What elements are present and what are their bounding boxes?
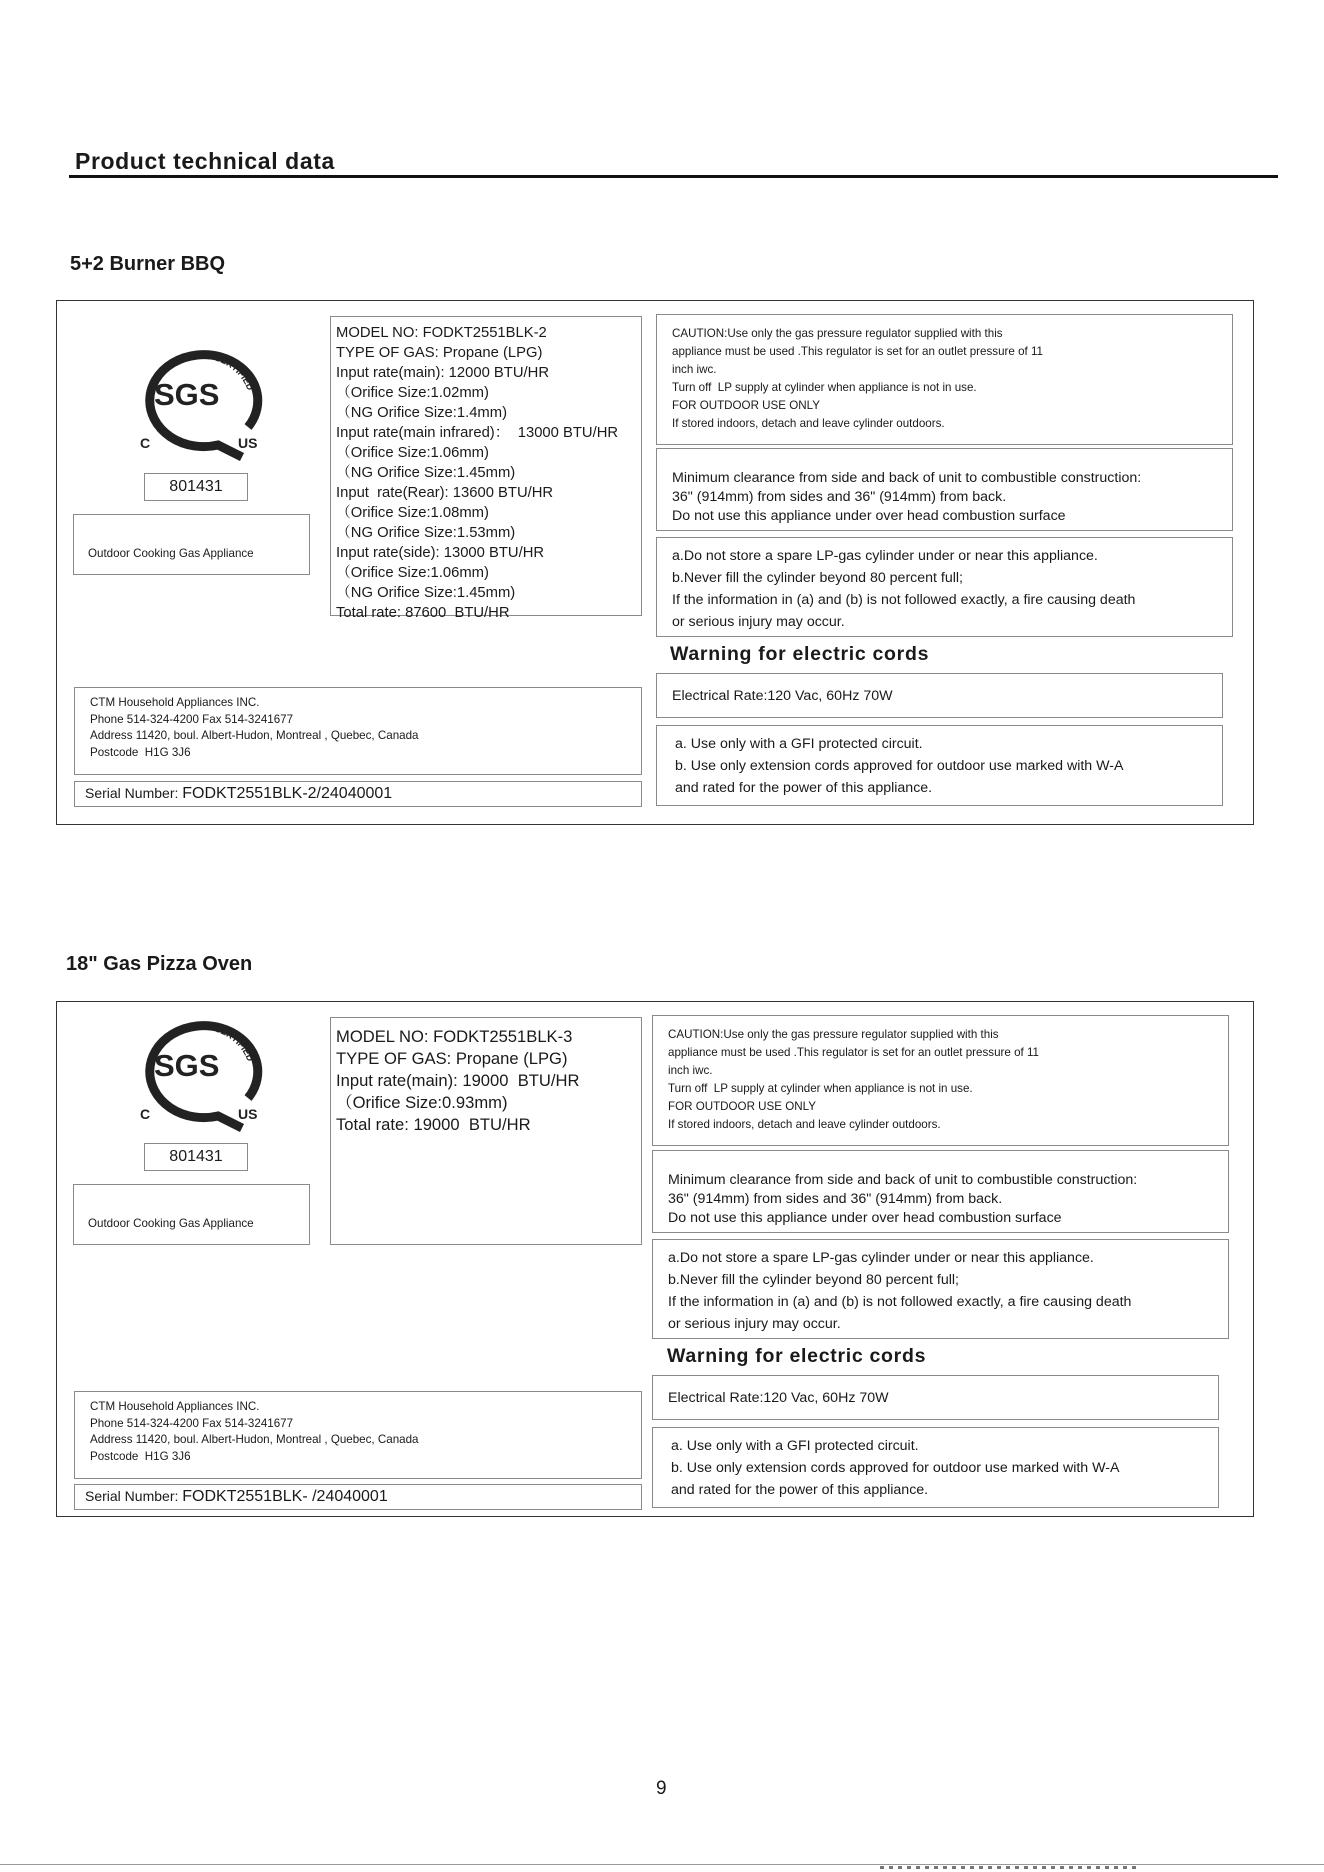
- address-line: Postcode H1G 3J6: [90, 1449, 191, 1463]
- cord-rule-line: a. Use only with a GFI protected circuit.: [671, 1438, 919, 1454]
- clearance-line: Do not use this appliance under over head combustion surface: [672, 508, 1066, 524]
- clearance-line: 36" (914mm) from sides and 36" (914mm) from back.: [672, 489, 1007, 505]
- caution-line: CAUTION:Use only the gas pressure regulator supplied with this: [672, 327, 1003, 340]
- caution-box: [656, 314, 1233, 445]
- cylinder-warning-line: If the information in (a) and (b) is not followed exactly, a fire causing death: [668, 1294, 1132, 1310]
- manufacturer-address-box: [74, 1391, 642, 1479]
- sgs-logo-c-mark: C: [140, 1106, 151, 1122]
- spec-line: （NG Orifice Size:1.4mm): [336, 405, 508, 421]
- clearance-box: [652, 1150, 1229, 1233]
- spec-line: Total rate: 19000 BTU/HR: [336, 1115, 531, 1134]
- caution-box: [652, 1015, 1229, 1146]
- cord-rule-line: and rated for the power of this appliance.: [675, 780, 933, 796]
- address-line: Address 11420, boul. Albert-Hudon, Montreal , Quebec, Canada: [90, 729, 419, 742]
- address-line: Phone 514-324-4200 Fax 514-3241677: [90, 712, 294, 726]
- spec-line: MODEL NO: FODKT2551BLK-3: [336, 1027, 573, 1046]
- appliance-type-box: Outdoor Cooking Gas Appliance: [73, 514, 310, 575]
- cylinder-warning-line: a.Do not store a spare LP-gas cylinder under or near this appliance.: [672, 548, 1098, 564]
- caution-line: appliance must be used .This regulator is set for an outlet pressure of 11: [672, 345, 1043, 358]
- electric-cords-heading: Warning for electric cords: [670, 643, 930, 665]
- sgs-certification-logo: [130, 1016, 266, 1132]
- cylinder-warning-box: [656, 537, 1233, 637]
- spec-line: （NG Orifice Size:1.45mm): [336, 585, 516, 601]
- spec-line: Input rate(main): 12000 BTU/HR: [336, 365, 550, 381]
- serial-number-label: Serial Number:: [85, 1488, 179, 1504]
- footer-crop-marks: [880, 1866, 1140, 1869]
- caution-line: CAUTION:Use only the gas pressure regulator supplied with this: [668, 1028, 999, 1041]
- spec-line: Total rate: 87600 BTU/HR: [336, 605, 510, 621]
- sgs-logo-arc-text: GAS CERTIFIED: [191, 1021, 256, 1063]
- caution-line: inch iwc.: [672, 363, 717, 376]
- cylinder-warning-box: [652, 1239, 1229, 1339]
- manufacturer-address-box: [74, 687, 642, 775]
- specs-box: [330, 316, 642, 621]
- clearance-line: Do not use this appliance under over head combustion surface: [668, 1210, 1062, 1226]
- title-divider: [69, 175, 1278, 178]
- spec-line: Input rate(Rear): 13600 BTU/HR: [336, 485, 554, 501]
- spec-line: Input rate(main): 19000 BTU/HR: [336, 1071, 580, 1090]
- cord-rules-box: [652, 1427, 1219, 1508]
- sgs-logo-us-mark: US: [238, 435, 258, 451]
- cylinder-warning-line: or serious injury may occur.: [668, 1316, 841, 1332]
- caution-line: Turn off LP supply at cylinder when appliance is not in use.: [668, 1082, 973, 1095]
- electric-cords-heading: Warning for electric cords: [667, 1345, 927, 1367]
- clearance-line: Minimum clearance from side and back of unit to combustible construction:: [672, 470, 1142, 486]
- cylinder-warning-line: b.Never fill the cylinder beyond 80 percent full;: [668, 1272, 960, 1288]
- serial-number-label: Serial Number:: [85, 785, 179, 801]
- spec-line: （Orifice Size:1.06mm): [336, 565, 489, 581]
- page-title: Product technical data: [75, 148, 335, 174]
- page-number: 9: [656, 1778, 667, 1799]
- spec-line: （NG Orifice Size:1.53mm): [336, 525, 516, 541]
- cylinder-warning-line: a.Do not store a spare LP-gas cylinder under or near this appliance.: [668, 1250, 1094, 1266]
- spec-line: （Orifice Size:0.93mm): [336, 1093, 508, 1112]
- serial-number-value: FODKT2551BLK-2/24040001: [182, 785, 393, 802]
- cert-number-box: 801431: [144, 1143, 248, 1171]
- caution-line: FOR OUTDOOR USE ONLY: [668, 1100, 816, 1113]
- sgs-logo-arc-text: GAS CERTIFIED: [191, 350, 256, 392]
- spec-line: （NG Orifice Size:1.45mm): [336, 465, 516, 481]
- spec-line: （Orifice Size:1.08mm): [336, 505, 489, 521]
- cylinder-warning-line: If the information in (a) and (b) is not followed exactly, a fire causing death: [672, 592, 1136, 608]
- section-title-pizza-oven: 18" Gas Pizza Oven: [66, 953, 253, 975]
- clearance-box: [656, 448, 1233, 531]
- serial-number-value: FODKT2551BLK- /24040001: [182, 1488, 388, 1505]
- cord-rule-line: and rated for the power of this appliance.: [671, 1482, 929, 1498]
- serial-number-box: [74, 781, 642, 807]
- spec-line: TYPE OF GAS: Propane (LPG): [336, 1049, 568, 1068]
- caution-line: If stored indoors, detach and leave cylinder outdoors.: [672, 417, 945, 430]
- cord-rules-box: [656, 725, 1223, 806]
- address-line: Postcode H1G 3J6: [90, 745, 191, 759]
- caution-line: inch iwc.: [668, 1064, 713, 1077]
- appliance-type-box: Outdoor Cooking Gas Appliance: [73, 1184, 310, 1245]
- sgs-logo-brand: SGS: [154, 1048, 220, 1083]
- address-line: Address 11420, boul. Albert-Hudon, Montreal , Quebec, Canada: [90, 1433, 419, 1446]
- spec-line: Input rate(main infrared)： 13000 BTU/HR: [336, 425, 619, 441]
- cylinder-warning-line: b.Never fill the cylinder beyond 80 percent full;: [672, 570, 964, 586]
- sgs-logo-c-mark: C: [140, 435, 151, 451]
- address-line: CTM Household Appliances INC.: [90, 696, 260, 709]
- address-line: Phone 514-324-4200 Fax 514-3241677: [90, 1416, 294, 1430]
- electrical-rate-box: Electrical Rate:120 Vac, 60Hz 70W: [652, 1375, 1219, 1420]
- sgs-logo-us-mark: US: [238, 1106, 258, 1122]
- clearance-line: 36" (914mm) from sides and 36" (914mm) from back.: [668, 1191, 1003, 1207]
- specs-box: [330, 1017, 642, 1245]
- caution-line: Turn off LP supply at cylinder when appliance is not in use.: [672, 381, 977, 394]
- spec-line: MODEL NO: FODKT2551BLK-2: [336, 325, 547, 341]
- spec-line: （Orifice Size:1.06mm): [336, 445, 489, 461]
- sgs-logo-brand: SGS: [154, 377, 220, 412]
- electrical-rate-box: Electrical Rate:120 Vac, 60Hz 70W: [656, 673, 1223, 718]
- spec-line: （Orifice Size:1.02mm): [336, 385, 489, 401]
- caution-line: If stored indoors, detach and leave cylinder outdoors.: [668, 1118, 941, 1131]
- sgs-certification-logo: [130, 345, 266, 461]
- serial-number-box: [74, 1484, 642, 1510]
- section-title-bbq: 5+2 Burner BBQ: [70, 253, 226, 275]
- cert-number-box: 801431: [144, 473, 248, 501]
- spec-line: TYPE OF GAS: Propane (LPG): [336, 345, 543, 361]
- cord-rule-line: b. Use only extension cords approved for outdoor use marked with W-A: [675, 758, 1124, 774]
- cord-rule-line: b. Use only extension cords approved for outdoor use marked with W-A: [671, 1460, 1120, 1476]
- cord-rule-line: a. Use only with a GFI protected circuit.: [675, 736, 923, 752]
- cylinder-warning-line: or serious injury may occur.: [672, 614, 845, 630]
- spec-line: Input rate(side): 13000 BTU/HR: [336, 545, 545, 561]
- address-line: CTM Household Appliances INC.: [90, 1400, 260, 1413]
- footer-rule: [0, 1864, 1324, 1865]
- clearance-line: Minimum clearance from side and back of unit to combustible construction:: [668, 1172, 1138, 1188]
- caution-line: FOR OUTDOOR USE ONLY: [672, 399, 820, 412]
- caution-line: appliance must be used .This regulator is set for an outlet pressure of 11: [668, 1046, 1039, 1059]
